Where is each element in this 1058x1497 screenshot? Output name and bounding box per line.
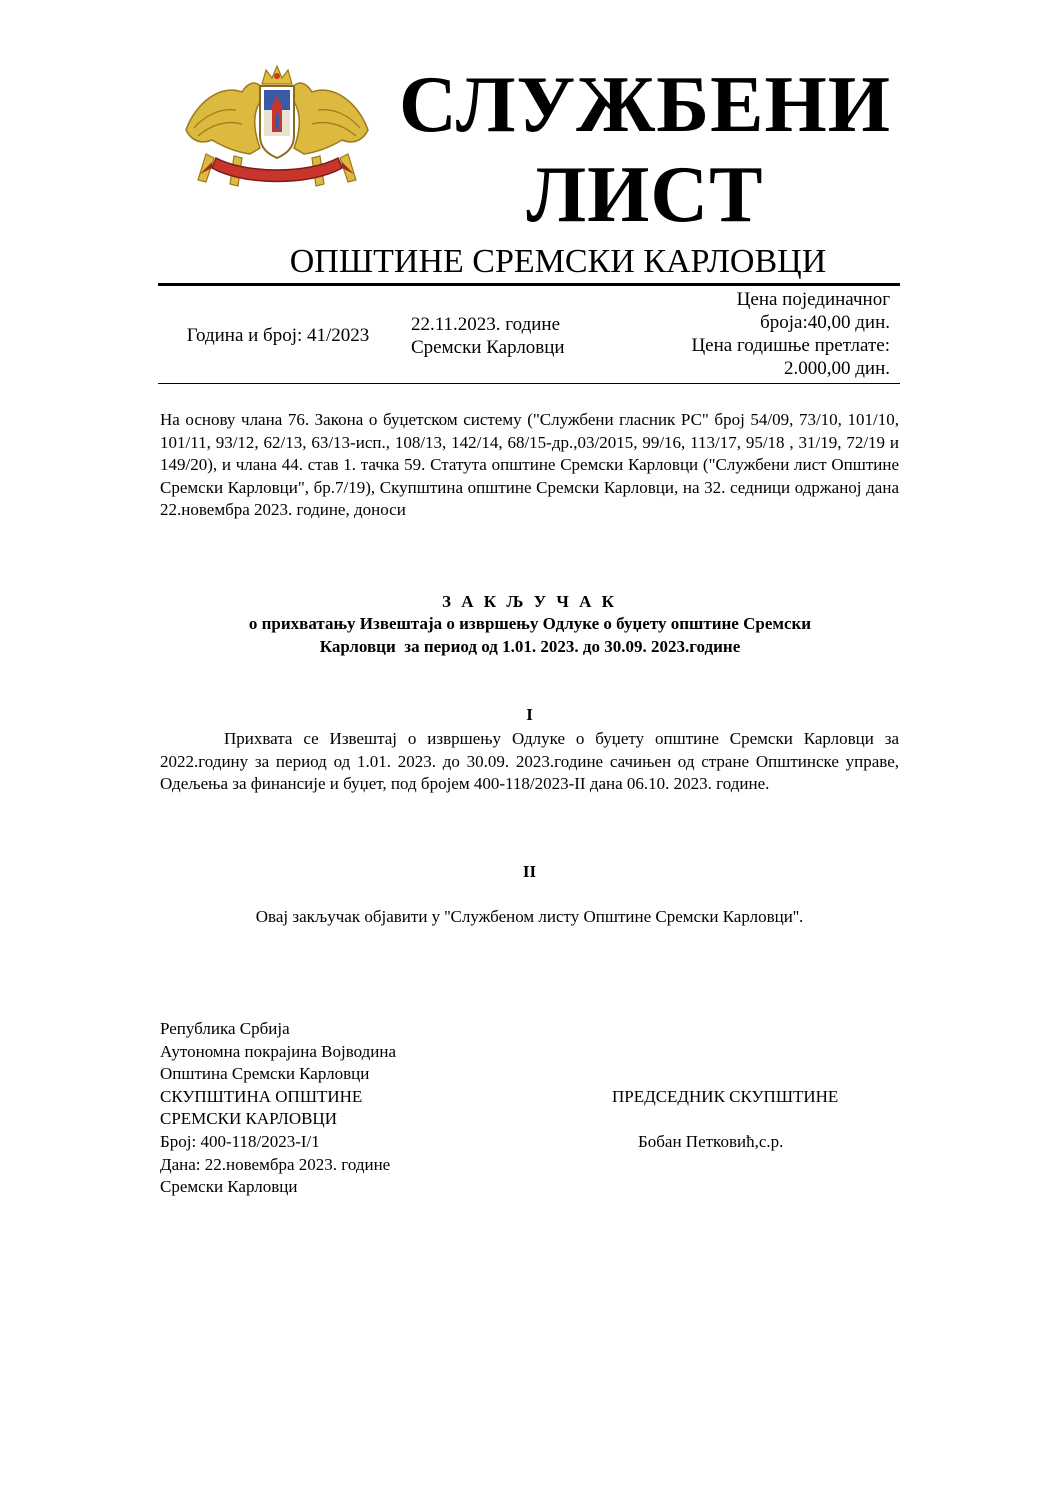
issue-prices: [630, 288, 890, 380]
masthead-title-line2: ЛИСТ: [526, 151, 764, 239]
coat-of-arms-icon: [176, 62, 378, 192]
document-number: Број: 400-118/2023-I/1: [160, 1131, 320, 1151]
decision-title: З А К Љ У Ч А К: [442, 592, 617, 611]
section-numeral-2: II: [522, 862, 537, 881]
decision-subtitle: [180, 613, 880, 658]
issuer-line: СРЕМСКИ КАРЛОВЦИ: [160, 1109, 337, 1129]
decision-subtitle-line2: Карловци за период од 1.01. 2023. до 30.09. 2023.године: [319, 636, 741, 656]
price-single-line1: Цена појединачног: [736, 289, 890, 310]
section-2-paragraph: Овај закључак објавити у ''Службеном листу Општине Сремски Карловци''.: [255, 907, 804, 926]
section-numeral-1: I: [526, 705, 533, 724]
issuer-block: [160, 1018, 580, 1199]
price-annual-line2: 2.000,00 дин.: [783, 358, 890, 379]
masthead-title: СЛУЖБЕНИ: [399, 61, 891, 149]
header-divider-top: [158, 283, 900, 286]
issue-date: 22.11.2023. године: [411, 314, 561, 335]
issuer-line: СКУПШТИНА ОПШТИНЕ: [160, 1086, 363, 1106]
issuer-line: Аутономна покрајина Војводина: [160, 1041, 397, 1061]
price-annual-line1: Цена годишње претлате:: [691, 335, 890, 356]
header-divider-bottom: [158, 383, 900, 384]
issuer-line: Република Србија: [160, 1019, 290, 1038]
signature-name: Бобан Петковић,с.р.: [638, 1132, 784, 1151]
signature-title: ПРЕДСЕДНИК СКУПШТИНЕ: [612, 1087, 839, 1106]
issue-date-place: [411, 313, 651, 359]
issue-place: Сремски Карловци: [411, 337, 565, 358]
price-single-line2: броја:40,00 дин.: [760, 312, 890, 333]
intro-paragraph: На основу члана 76. Закона о буџетском систему ("Службени гласник РС" број 54/09, 73/10, 101/10, 101/11, 93/12, 62/13, 63/13-исп., 108/13, 142/14, 68/15-др.,03/2015, 99/16, 113/17, 95/18 , 31/19, 72/19 и 149/20), и члана 44. став 1. тачка 59. Статута општине Сремски Карловци ("Службени лист Општине Сремски Карловци", бр.7/19), Скупштина општине Сремски Карловци, на 32. седници одржаној дана 22.новембра 2023. године, доноси: [160, 410, 899, 519]
document-date: Дана: 22.новембра 2023. године: [160, 1154, 391, 1174]
masthead-subtitle: ОПШТИНЕ СРЕМСКИ КАРЛОВЦИ: [289, 243, 827, 280]
issuer-line: Општина Сремски Карловци: [160, 1064, 370, 1084]
issue-year-number: Година и број: 41/2023: [186, 325, 370, 346]
section-1-paragraph: Прихвата се Извештај о извршењу Одлуке о буџету општине Сремски Карловци за 2022.годину за период од 1.01. 2023. до 30.09. 2023.године сачињен од стране Општинске управе, Одељења за финансије и буџет, под бројем 400-118/2023-II дана 06.10. 2023. године.: [160, 729, 899, 793]
document-place: Сремски Карловци: [160, 1177, 298, 1197]
decision-subtitle-line1: о прихватању Извештаја о извршењу Одлуке о буџету општине Сремски: [248, 614, 812, 633]
